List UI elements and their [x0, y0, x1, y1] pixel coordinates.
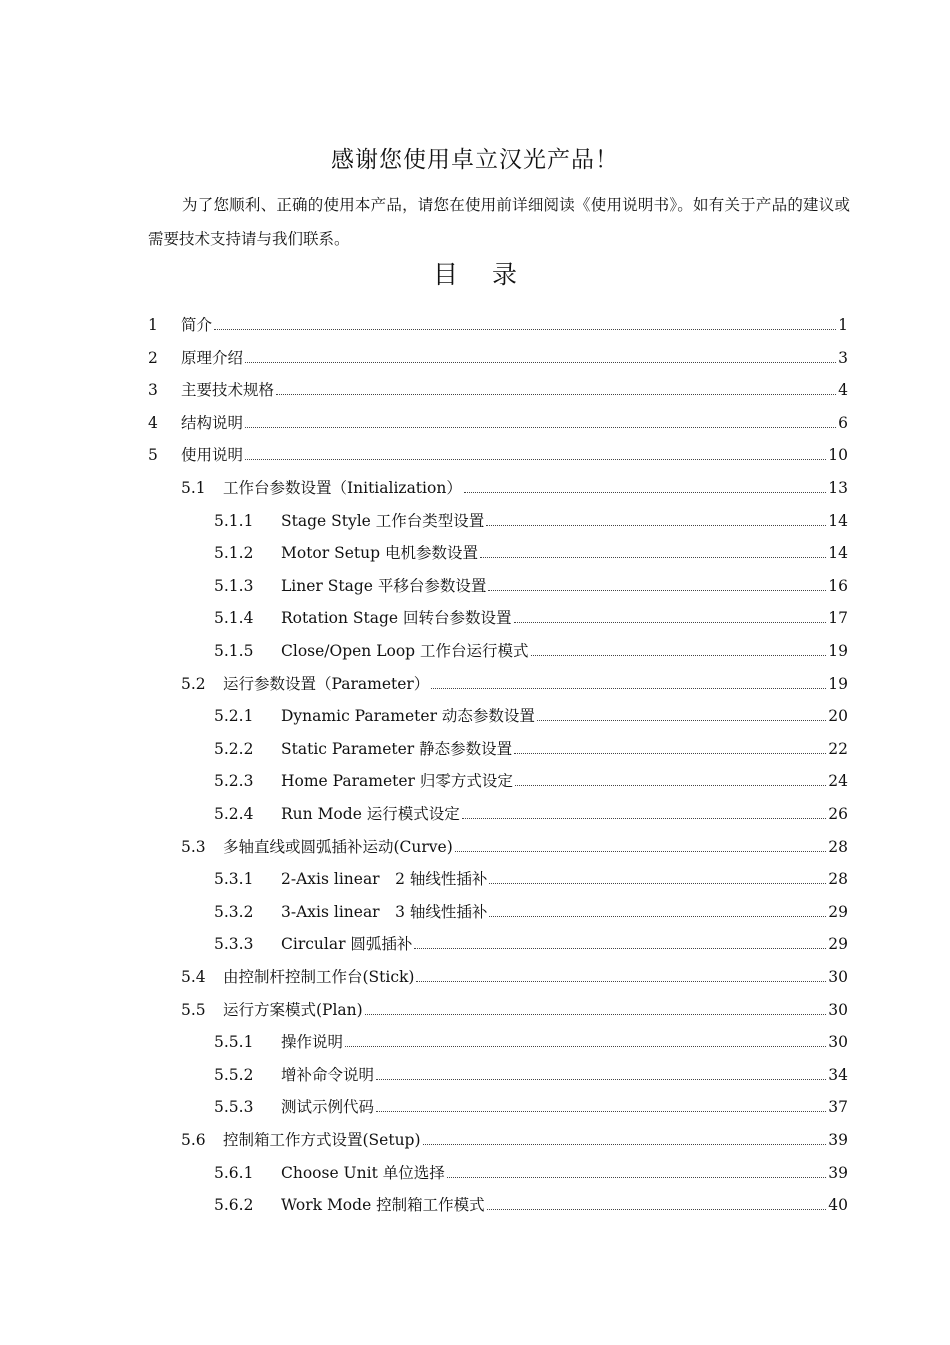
toc-entry-title: 工作台参数设置（Initialization）: [223, 479, 462, 497]
toc-entry[interactable]: [214, 759, 848, 791]
toc-entry[interactable]: [148, 433, 848, 465]
toc-entry[interactable]: [214, 890, 848, 922]
toc-entry-title: 控制箱工作方式设置(Setup): [223, 1131, 421, 1149]
toc-entry-page: 13: [828, 479, 848, 497]
toc-dot-leader: [515, 784, 826, 786]
toc-entry-page: 19: [828, 674, 848, 693]
toc-entry[interactable]: [214, 727, 848, 759]
toc-entry[interactable]: [148, 401, 848, 433]
toc-entry[interactable]: [214, 694, 848, 726]
toc-dot-leader: [514, 752, 826, 754]
toc-entry[interactable]: [214, 1183, 848, 1215]
toc-entry[interactable]: [181, 466, 848, 498]
toc-entry-page: 17: [828, 609, 848, 628]
toc-dot-leader: [514, 621, 827, 623]
toc-dot-leader: [245, 426, 836, 428]
toc-entry-title: Work Mode 控制箱工作模式: [281, 1196, 485, 1215]
toc-entry-number: 5.3: [181, 837, 206, 856]
toc-dot-leader: [345, 1045, 826, 1047]
toc-entry-title: Close/Open Loop 工作台运行模式: [281, 642, 529, 660]
toc-dot-leader: [423, 1143, 827, 1145]
toc-entry[interactable]: [214, 922, 848, 954]
toc-entry-number: 5.6: [181, 1131, 206, 1149]
toc-entry-number: 5.2.2: [214, 739, 254, 758]
toc-dot-leader: [464, 491, 826, 493]
toc-entry-page: 16: [828, 576, 848, 595]
toc-entry[interactable]: [181, 1118, 848, 1150]
toc-dot-leader: [245, 458, 826, 460]
toc-entry-number: 5.1.2: [214, 544, 254, 563]
toc-entry-page: 39: [828, 1131, 848, 1149]
toc-entry-page: 4: [838, 381, 848, 400]
toc-entry-page: 30: [828, 968, 848, 986]
toc-dot-leader: [245, 361, 836, 363]
toc-entry-page: 30: [828, 1000, 848, 1019]
toc-entry[interactable]: [214, 531, 848, 563]
toc-entry-title: 运行参数设置（Parameter）: [223, 674, 430, 693]
toc-entry-page: 29: [828, 902, 848, 921]
toc-dot-leader: [455, 850, 826, 852]
toc-entry-page: 22: [828, 739, 848, 758]
toc-entry-number: 5.4: [181, 968, 206, 986]
toc-entry-page: 26: [828, 805, 848, 823]
toc-entry-title: Run Mode 运行模式设定: [281, 805, 460, 823]
toc-entry-title: Stage Style 工作台类型设置: [281, 511, 485, 530]
toc-dot-leader: [537, 719, 826, 721]
toc-entry-title: Dynamic Parameter 动态参数设置: [281, 707, 535, 726]
toc-entry-number: 2: [148, 348, 158, 367]
toc-entry-number: 5.1.4: [214, 609, 254, 628]
toc-entry-page: 1: [838, 316, 848, 334]
toc-entry-title: 多轴直线或圆弧插补运动(Curve): [223, 837, 453, 856]
toc-entry-number: 5.5.2: [214, 1065, 254, 1084]
toc-entry[interactable]: [214, 857, 848, 889]
toc-entry-number: 5.3.2: [214, 902, 254, 921]
toc-entry-title: Static Parameter 静态参数设置: [281, 739, 513, 758]
toc-entry[interactable]: [214, 1020, 848, 1052]
toc-entry-number: 5.2: [181, 674, 206, 693]
toc-dot-leader: [486, 524, 826, 526]
toc-entry-title: 原理介绍: [181, 348, 244, 367]
toc-entry-number: 5.5.1: [214, 1033, 254, 1052]
toc-entry-title: 使用说明: [181, 446, 244, 465]
toc-entry[interactable]: [214, 499, 848, 531]
toc-dot-leader: [480, 556, 826, 558]
toc-entry[interactable]: [181, 988, 848, 1020]
toc-entry-number: 5: [148, 446, 158, 465]
toc-entry-number: 5.3.1: [214, 870, 254, 889]
toc-entry-page: 19: [828, 642, 848, 660]
toc-entry-page: 14: [828, 544, 848, 563]
toc-entry[interactable]: [214, 1085, 848, 1117]
toc-entry-number: 5.5: [181, 1000, 206, 1019]
toc-entry-title: Home Parameter 归零方式设定: [281, 772, 513, 791]
toc-dot-leader: [462, 817, 826, 819]
toc-entry-page: 37: [828, 1098, 848, 1117]
toc-entry-number: 4: [148, 413, 158, 432]
toc-entry-number: 5.1.1: [214, 511, 254, 530]
toc-dot-leader: [376, 1078, 826, 1080]
toc-entry-page: 29: [828, 935, 848, 954]
toc-entry-number: 5.1: [181, 479, 206, 497]
toc-entry-title: 增补命令说明: [281, 1065, 375, 1084]
toc-entry-title: 2-Axis linear 2 轴线性插补: [281, 870, 488, 889]
toc-entry-number: 5.2.3: [214, 772, 254, 791]
page-heading: 感谢您使用卓立汉光产品！: [331, 147, 619, 173]
toc-entry[interactable]: [214, 1151, 848, 1183]
toc-entry[interactable]: [148, 303, 848, 335]
toc-entry-title: 简介: [181, 316, 213, 334]
toc-dot-leader: [414, 947, 826, 949]
toc-entry-page: 10: [828, 446, 848, 465]
toc-entry-number: 5.6.1: [214, 1163, 254, 1182]
toc-entry-title: 运行方案模式(Plan): [223, 1000, 363, 1019]
toc-entry-number: 5.1.5: [214, 642, 254, 660]
intro-paragraph: 为了您顺利、正确的使用本产品，请您在使用前详细阅读《使用说明书》。如有关于产品的建议或需要技术支持请与我们联系。: [148, 196, 850, 248]
toc-dot-leader: [531, 654, 827, 656]
toc-entry-page: 14: [828, 511, 848, 530]
toc-entry-number: 5.2.1: [214, 707, 254, 726]
toc-entry-title: Rotation Stage 回转台参数设置: [281, 609, 512, 628]
toc-entry-title: 操作说明: [281, 1033, 344, 1052]
toc-dot-leader: [489, 915, 826, 917]
toc-entry-title: 3-Axis linear 3 轴线性插补: [281, 902, 488, 921]
toc-entry-title: Liner Stage 平移台参数设置: [281, 576, 487, 595]
toc-entry-page: 34: [828, 1065, 848, 1084]
toc-entry-page: 20: [828, 707, 848, 726]
toc-entry-title: 由控制杆控制工作台(Stick): [223, 968, 415, 986]
toc-entry[interactable]: [214, 629, 848, 661]
toc-dot-leader: [376, 1110, 826, 1112]
toc-entry-number: 5.2.4: [214, 805, 254, 823]
toc-entry[interactable]: [148, 336, 848, 368]
toc-entry[interactable]: [214, 564, 848, 596]
toc-entry-page: 39: [828, 1163, 848, 1182]
toc-entry[interactable]: [181, 825, 848, 857]
toc-entry[interactable]: [181, 955, 848, 987]
toc-title: [0, 257, 950, 293]
toc-entry-number: 3: [148, 381, 158, 400]
toc-dot-leader: [214, 328, 836, 330]
toc-title-left: 目: [432, 260, 458, 289]
toc-entry-title: Circular 圆弧插补: [281, 935, 413, 954]
toc-entry-page: 3: [838, 348, 848, 367]
toc-entry-title: Choose Unit 单位选择: [281, 1163, 445, 1182]
toc-dot-leader: [489, 882, 826, 884]
toc-entry-number: 1: [148, 316, 158, 334]
toc-entry-title: 测试示例代码: [281, 1098, 375, 1117]
toc-entry-page: 28: [828, 837, 848, 856]
toc-entry-page: 30: [828, 1033, 848, 1052]
toc-entry-page: 28: [828, 870, 848, 889]
toc-dot-leader: [276, 393, 836, 395]
toc-entry-page: 40: [828, 1196, 848, 1215]
toc-dot-leader: [431, 687, 826, 689]
toc-entry-title: Motor Setup 电机参数设置: [281, 544, 478, 563]
toc-entry-page: 6: [838, 413, 848, 432]
toc-entry[interactable]: [148, 368, 848, 400]
toc-dot-leader: [365, 1013, 827, 1015]
toc-entry-number: 5.6.2: [214, 1196, 254, 1215]
toc-dot-leader: [487, 1208, 827, 1210]
toc-entry-page: 24: [828, 772, 848, 791]
toc-dot-leader: [488, 589, 826, 591]
toc-entry[interactable]: [214, 1053, 848, 1085]
toc-dot-leader: [416, 980, 826, 982]
toc-entry[interactable]: [181, 662, 848, 694]
toc-entry-title: 主要技术规格: [181, 381, 275, 400]
toc-entry[interactable]: [214, 596, 848, 628]
toc-entry-title: 结构说明: [181, 413, 244, 432]
toc-dot-leader: [447, 1176, 827, 1178]
toc-entry[interactable]: [214, 792, 848, 824]
toc-entry-number: 5.5.3: [214, 1098, 254, 1117]
toc-title-right: 录: [492, 260, 518, 289]
toc-entry-number: 5.3.3: [214, 935, 254, 954]
toc-entry-number: 5.1.3: [214, 576, 254, 595]
